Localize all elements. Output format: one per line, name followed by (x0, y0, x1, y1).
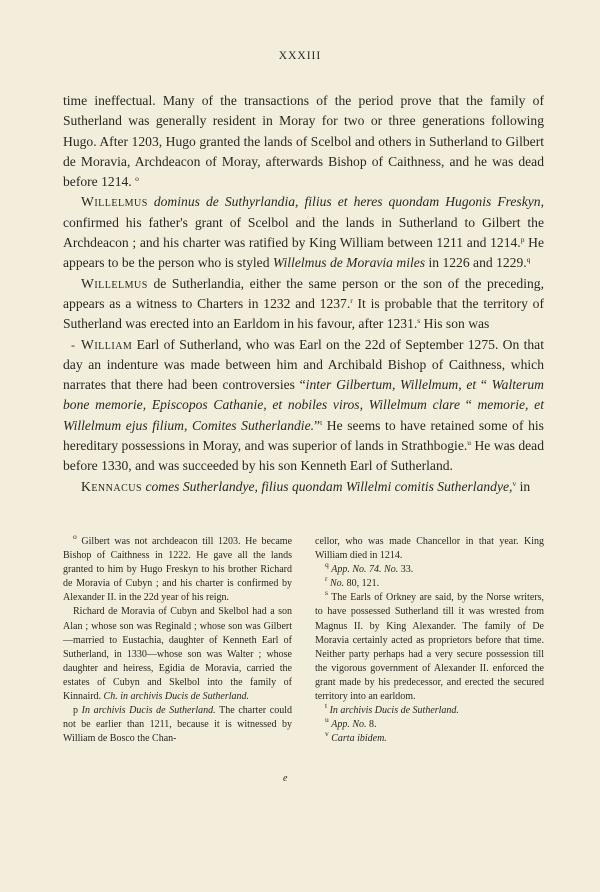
person-name: Willelmus (81, 194, 148, 210)
person-name: Willelmus (81, 275, 148, 291)
footnote-t: $^t$ In archivis Ducis de Sutherland. (325, 701, 459, 717)
footnote-v: $^v$ Carta ibidem. (325, 729, 387, 745)
footnote-ref: s (417, 316, 421, 326)
footnote-q: $^q$ App. No. 74. No. 33. (325, 560, 414, 576)
footnote-ref: q (526, 255, 531, 265)
footnote-o-continued: Richard de Moravia of Cubyn and Skelbol had a son Alan ; whose son was Reginald ; whose son was Gilbert—married to Eustachia, daughter of Kenneth Earl of Sutherland, in 1330—whose son was Walter ; whose daughter and heiress, Egidia de Moravia, carried the estates of Cubyn and Skelbol into the family of Kinnaird. Ch. in archivis Ducis de Sutherland. (63, 606, 292, 703)
person-name: Kennacus (81, 478, 143, 494)
paragraph-4: - William Earl of Sutherland, who was Earl on the 22d of September 1275. On that day an indenture was made between him and Archibald Bishop of Caithness, which narrates that there had been controversies “inter Gilbertum, Willelmum, et “ Walterum bone memorie, Episcopos Cathanie, et nobiles viros, Willelmum clare “ memorie, et Willelmum ejus filium, Comites Sutherlandie.”$^t$ He seems to have retained some of his hereditary possessions in Moray, and was superior of lands in Strathbogie.$^u$ He was dead before 1330, and was succeeded by his son Kenneth Earl of Sutherland. (63, 335, 544, 477)
footnote-p-continued: cellor, who was made Chancellor in that year. King William died in 1214. (315, 536, 544, 562)
paragraph-5: Kennacus comes Sutherlandye, filius quondam Willelmi comitis Sutherlandye,$^v$ in (81, 478, 531, 494)
footnote-ref: p (520, 235, 525, 245)
signature-mark: e (283, 773, 288, 784)
paragraph-3: Willelmus de Sutherlandia, either the same person or the son of the preceding, appears as a witness to Charters in 1232 and 1237.$^r$ It is probable that the territory of Sutherland was erected into an Earldom in his favour, after 1231.$^s$ His son was (63, 275, 544, 332)
footnotes-left-column (63, 532, 293, 746)
footnote-ref: u (467, 438, 472, 448)
footnote-ref: v (512, 478, 517, 488)
page-number: XXXIII (278, 50, 322, 62)
footnote-o: $^o$ Gilbert was not archdeacon till 1203. He became Bishop of Caithness in 1222. He gave all the lands granted to him by Hugo Freskyn to his brother Richard de Moravia of Cubyn ; and his charter is confirmed by Alexander II. in the 22d year of his reign. (63, 532, 293, 604)
margin-mark: - (71, 337, 75, 352)
footnote-ref: r (350, 295, 353, 305)
footnote-p: p In archivis Ducis de Sutherland. The charter could not be earlier than 1211, because it is witnessed by William de Bosco the Chan- (63, 705, 292, 745)
person-name: William (81, 336, 133, 352)
main-text (63, 91, 544, 497)
footnote-ref: o (135, 174, 139, 184)
footnote-u: $^u$ App. No. 8. (325, 715, 377, 731)
footnote-ref: t (320, 417, 323, 427)
footnotes (63, 532, 544, 746)
paragraph-1: time ineffectual. Many of the transactions of the period prove that the family of Sutherland was generally resident in Moray for two or three generations following Hugo. After 1203, Hugo granted the lands of Scelbol and others in Sutherland to Gilbert de Moravia, Archdeacon of Moray, afterwards Bishop of Caithness, and he was dead before 1214. $^o$ (63, 93, 544, 190)
footnotes-right-column (315, 535, 544, 746)
paragraph-2: Willelmus dominus de Suthyrlandia, filius et heres quondam Hugonis Freskyn, confirmed his father's grant of Scelbol and the lands in Sutherland to Gilbert the Archdeacon ; and his charter was ratified by King William between 1211 and 1214.$^p$ He appears to be the person who is styled Willelmus de Moravia miles in 1226 and 1229.$^q$ (63, 194, 544, 271)
footnote-s: $^s$ The Earls of Orkney are said, by the Norse writers, to have possessed Sutherland till it was wrested from Magnus II. by King Alexander. The family of De Moravia certainly acted as proprietors before that time. Neither party perhaps had a very secure possession till the vigorous government of Alexander II. enforced the grant made by his predecessor, and erected the secured territory into an earldom. (315, 588, 544, 703)
footnote-r: $^r$ No. 80, 121. (325, 574, 380, 590)
